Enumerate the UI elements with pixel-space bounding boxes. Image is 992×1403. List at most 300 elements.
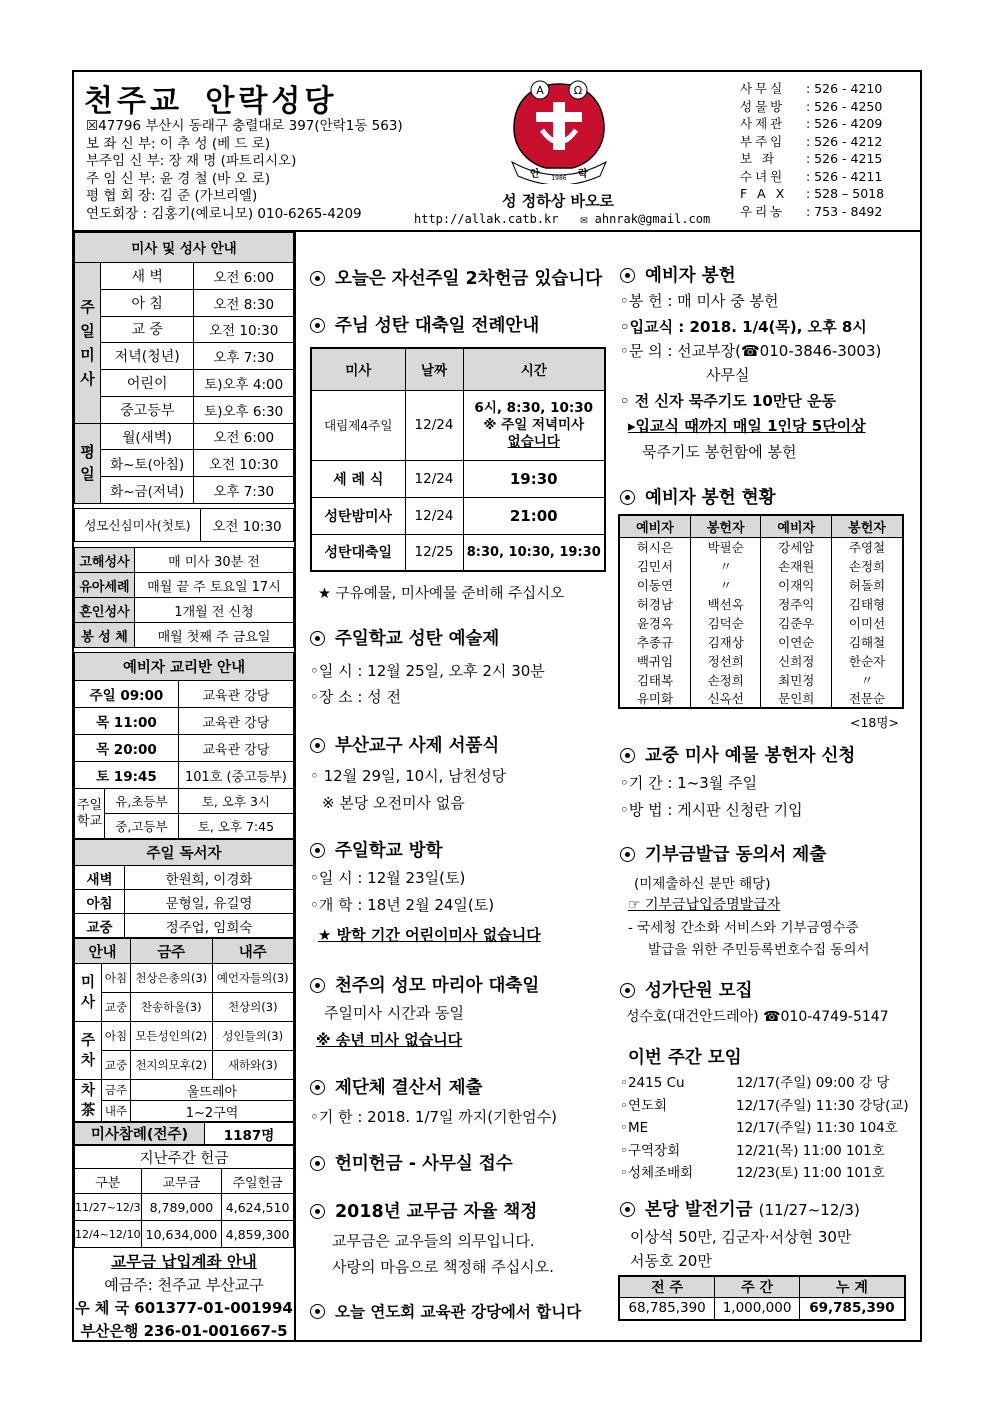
christmas-header: 날짜 [405,348,463,390]
phone-number: : 526 - 4209 [806,116,883,131]
christmas-time: 8:30, 10:30, 19:30 [463,534,605,571]
devotion-time: 오전 10:30 [201,509,294,542]
reader-names: 정주업, 임희숙 [125,914,294,938]
attendance-label: 미사참례(전주) [75,1123,205,1145]
text-line: ◦입교식 : 2018. 1/4(목), 오후 8시 [620,318,867,336]
mass-name: 새 벽 [101,262,194,289]
rosary-header: 봉헌자 [832,515,903,537]
guide-row [75,1051,294,1080]
text-line: ※ 송년 미사 없습니다 [316,1031,463,1049]
meeting-time: 12/17(주일) 11:30 104호 [736,1120,898,1136]
reader-slot: 아침 [75,890,125,914]
text-line: 성수호(대건안드레아) ☎010-4749-5147 [626,1009,889,1025]
catechism-place: 교육관 강당 [178,735,293,762]
christmas-time: 21:00 [463,497,605,534]
rosary-name: 손정희 [832,556,903,575]
rosary-name: 손재원 [761,556,832,575]
offering-row [75,1221,294,1248]
reader-table [74,839,294,938]
phone-entry [740,115,884,133]
phone-number: : 526 - 4215 [806,151,883,166]
section-text: 성가단원 모집 [645,981,753,1001]
rosary-name: 주영철 [832,537,903,556]
section-text: 천주의 성모 마리아 대축일 [335,976,540,996]
section-christmas [310,312,539,337]
mass-name: 저녁(청년) [101,343,194,370]
fund-value: 1,000,000 [715,1298,800,1320]
sacrament-row [75,623,294,648]
phone-entry [740,133,884,151]
rosary-name: 허경남 [619,594,690,613]
offering-period: 12/4~12/10 [75,1221,142,1248]
rosary-header: 예비자 [761,515,832,537]
address-block [86,118,403,223]
christmas-row [311,460,605,497]
mass-time: 오전 6:00 [194,262,294,289]
bullet-icon [310,271,325,286]
catechism-row [75,735,294,762]
rosary-name: 정선희 [690,651,761,670]
devotion-table [74,508,294,542]
text-line: ◦일 시 : 12월 23일(토) [310,869,466,887]
text-line: (미제출하신 분만 해당) [634,876,771,892]
section-fund [620,1196,860,1221]
staff-line: 평 협 회 장: 김 준 (가브리엘) [86,188,258,204]
rosary-name: 김민서 [619,556,690,575]
mass-time: 오전 6:00 [194,423,294,450]
christmas-note: ★ 구유예물, 미사예물 준비해 주십시오 [318,586,565,602]
text-line: ★ 방학 기간 어린이미사 없습니다 [318,926,541,944]
mass-row [75,289,294,316]
phone-number: : 526 - 4212 [806,133,883,149]
reader-row [75,866,294,890]
phone-number: : 526 - 4250 [806,98,883,114]
bullet-icon [620,847,635,862]
fund-header: 전 주 [619,1276,715,1298]
rosary-name: 신희정 [761,651,832,670]
rosary-row [619,613,903,632]
section-rice-offering [310,1150,513,1175]
mass-time: 오전 10:30 [194,316,294,343]
guide-next-week: 새하와(3) [212,1051,294,1080]
christmas-date: 12/25 [405,534,463,571]
sacrament-row [75,573,294,598]
guide-jucha-label: 주 차 [75,1022,102,1080]
staff-line: 주 임 신 부: 윤 경 철 (바 오 로) [86,170,271,187]
phone-entry [740,168,884,186]
guide-this-week: 천지의모후(2) [131,1051,213,1080]
school-label: 주일학교 [75,789,105,839]
bullet-icon [310,1304,325,1319]
section-settlement [310,1074,482,1099]
text-line: ▸입교식 때까지 매일 1인당 5단이상 [628,417,866,435]
mass-schedule-table [74,232,294,504]
rosary-row [619,537,903,556]
bullet-icon [620,983,635,998]
rosary-name: 문인희 [761,689,832,708]
guide-header: 안내 [75,939,131,964]
offering-header: 구분 [75,1169,142,1194]
phone-label: 사제관 [740,116,786,131]
reader-row [75,914,294,938]
meeting-item [620,1140,920,1163]
catechism-row [75,681,294,708]
guide-header: 금주 [131,939,213,964]
section-art-festival [310,625,499,650]
omega-mark: Ω [573,84,583,97]
guide-next-week: 성인들의(3) [212,1022,294,1051]
text-line: ※ 본당 오전미사 없음 [322,794,465,812]
rosary-name: 강세암 [761,537,832,556]
phone-label: 우리농 [740,203,786,219]
mass-name: 어린이 [101,370,194,397]
rosary-name: 신옥선 [690,689,761,708]
text-line: 발급을 위한 주민등록번호수집 동의서 [648,942,870,958]
rosary-header: 봉헌자 [690,515,761,537]
text-line: 사랑의 마음으로 책정해 주십시오. [332,1258,554,1276]
guide-slot: 내주 [101,1101,130,1122]
section-choir [620,977,753,1002]
rosary-row [619,689,903,708]
catechism-place: 101호 (중고등부) [178,762,293,789]
guide-slot: 교중 [101,993,130,1022]
guide-mass-label: 미 사 [75,964,102,1022]
section-text: 기부금발급 동의서 제출 [645,845,827,865]
logo-text-left: 안 [530,169,540,180]
fund-value: 68,785,390 [619,1298,715,1320]
bullet-icon [310,1156,325,1171]
text-line: ◦기 간 : 1~3월 주일 [620,774,758,792]
offering-row [75,1194,294,1221]
bullet-icon [310,1080,325,1095]
phone-label: 수녀원 [740,168,786,184]
bullet-icon [310,631,325,646]
section-text: 오늘 연도회 교육관 강당에서 합니다 [335,1303,582,1321]
fund-table [618,1275,906,1321]
rosary-name: 김태형 [832,594,903,613]
staff-line: 부주임 신 부: 장 재 명 (파트리시오) [86,153,297,169]
mass-time: 토)오후 6:30 [194,396,294,423]
christmas-mass: 성탄대축일 [311,534,405,571]
meeting-item [620,1095,920,1118]
meeting-item [620,1072,920,1095]
section-text: 부산교구 사제 서품식 [335,736,500,756]
rosary-table [618,514,904,709]
christmas-header: 시간 [463,348,605,390]
section-offering-apply [620,742,855,767]
mass-name: 중고등부 [101,396,194,423]
meeting-item [620,1162,920,1185]
offering-sunday: 4,624,510 [222,1194,294,1221]
rosary-row [619,651,903,670]
phone-number: : 528 – 5018 [806,186,885,201]
rosary-name: 한순자 [832,651,903,670]
sacrament-row [75,598,294,623]
bullet-icon [620,490,635,505]
website-link[interactable]: http://allak.catb.kr [414,212,559,226]
guide-header-row [75,939,294,964]
meeting-time: 12/17(주일) 11:30 강당(교) [736,1097,909,1114]
mass-name: 교 중 [101,316,194,343]
mass-row [75,343,294,370]
guide-this-week: 모든성인의(2) [131,1022,213,1051]
guide-row [75,1101,294,1122]
phone-number: : 526 - 4210 [806,81,883,96]
phone-entry [740,80,884,98]
phone-label: 보 좌 [740,151,778,166]
guide-slot: 아침 [101,1022,130,1051]
text-line: ◦기 한 : 2018. 1/7일 까지(기한엄수) [310,1108,557,1126]
school-row [75,814,294,839]
christmas-mass: 세 례 식 [311,460,405,497]
fund-header: 주 간 [715,1276,800,1298]
phone-label: F A X [740,186,788,201]
sacrament-name: 혼인성사 [75,598,135,623]
guide-next-week: 예언자들의(3) [212,964,294,993]
meeting-name: ◦구역장회 [620,1142,681,1159]
rosary-name: 백선옥 [690,594,761,613]
phone-label: 성물방 [740,98,786,114]
rosary-name: 허시은 [619,537,690,556]
reader-title: 주일 독서자 [75,840,294,866]
mass-row [75,396,294,423]
guide-next-week: 천상의(3) [212,993,294,1022]
rosary-name: 이연순 [761,632,832,651]
guide-tea: 1~2구역 [131,1101,294,1122]
logo-text-right: 락 [578,169,588,180]
reader-slot: 새벽 [75,866,125,890]
section-text: 예비자 봉헌 현황 [645,488,776,508]
guide-row [75,964,294,993]
sacrament-name: 봉 성 체 [75,623,135,648]
section-rosary-status [620,484,776,509]
text-line: ◦일 시 : 12월 25일, 오후 2시 30분 [310,662,545,680]
offering-header-row [75,1169,294,1194]
rosary-count: <18명> [850,715,899,730]
meeting-list [620,1072,920,1185]
text-line: ◦문 의 : 선교부장(☎010-3846-3003) [620,342,882,360]
text-line: ◦방 법 : 게시판 신청란 기입 [620,801,803,819]
rosary-name: 김준우 [761,613,832,632]
devotion-label: 성모신심미사(첫토) [75,509,201,542]
rosary-header-row [619,515,903,537]
guide-table [74,938,294,1122]
account-block [74,1250,294,1343]
christmas-time: 6시, 8:30, 10:30 ※ 주일 저녁미사 없습니다 [463,390,605,460]
phone-number: : 753 - 8492 [806,203,883,219]
text-line: ◦ 12월 29일, 10시, 남천성당 [310,767,507,785]
christmas-time: 19:30 [463,460,605,497]
guide-row [75,1022,294,1051]
guide-this-week: 찬송하올(3) [131,993,213,1022]
offering-dues: 8,789,000 [141,1194,222,1221]
catechism-time: 목 11:00 [75,708,179,735]
rosary-name: 〃 [690,575,761,594]
catechism-row [75,762,294,789]
rosary-name: 백귀임 [619,651,690,670]
mass-row [75,262,294,289]
christmas-header: 미사 [311,348,405,390]
rosary-name: 전문순 [832,689,903,708]
catechism-time: 목 20:00 [75,735,179,762]
school-time: 토, 오후 3시 [178,789,293,814]
phone-label: 사무실 [740,81,786,96]
rosary-row [619,632,903,651]
parish-logo [504,76,614,184]
alpha-mark: A [536,84,544,97]
account-title: 교무금 납입계좌 안내 [111,1253,257,1271]
mass-time: 오전 8:30 [194,289,294,316]
section-donation-consent [620,841,826,866]
text-line: 이상석 50만, 김군자·서상현 30만 [630,1228,852,1246]
offering-title-row [75,1146,294,1169]
offering-header: 주일헌금 [222,1169,294,1194]
offering-header: 교무금 [141,1169,222,1194]
address: ☒47796 부산시 동래구 충렬대로 397(안락1동 563) [86,118,403,134]
sacrament-detail: 매월 첫째 주 금요일 [135,623,294,648]
sacrament-detail: 1개월 전 신청 [135,598,294,623]
meeting-item [620,1117,920,1140]
christmas-mass: 성탄밤미사 [311,497,405,534]
guide-tea-label: 차 茶 [75,1080,102,1122]
christmas-row [311,497,605,534]
section-text: 오늘은 자선주일 2차헌금 있습니다 [335,269,603,289]
sacrament-detail: 매월 끝 주 토요일 17시 [135,573,294,598]
rosary-name: 김재상 [690,632,761,651]
rosary-header: 예비자 [619,515,690,537]
staff-line: 연도회장 : 김홍기(예로니모) 010-6265-4209 [86,205,362,222]
rosary-name: 〃 [690,556,761,575]
rosary-name: 김태복 [619,670,690,689]
meeting-name: ◦2415 Cu [620,1075,685,1091]
catechism-row [75,708,294,735]
reader-title-row [75,840,294,866]
mass-row [75,370,294,397]
rosary-row [619,556,903,575]
attendance-value: 1187명 [205,1123,294,1145]
logo-year: 1986 [551,175,567,182]
meeting-time: 12/17(주일) 09:00 강 당 [736,1075,890,1091]
rosary-name: 정주익 [761,594,832,613]
meeting-time: 12/23(토) 11:00 101호 [736,1165,885,1181]
attendance-table [74,1122,294,1145]
christmas-header-row [311,348,605,390]
reader-names: 한원희, 이경화 [125,866,294,890]
rosary-box-text: 묵주기도 봉헌함에 봉헌 [642,443,797,461]
rosary-name: 최민정 [761,670,832,689]
rosary-name: 〃 [832,670,903,689]
section-text: 본당 발전기금 [645,1200,753,1220]
bullet-icon [310,738,325,753]
left-column [74,232,296,1342]
text-line: 주일미사 시간과 동일 [324,1004,464,1022]
christmas-table [310,347,606,572]
text-line: ◦개 학 : 18년 2월 24일(토) [310,896,495,914]
offering-table [74,1145,294,1248]
rosary-name: 윤경옥 [619,613,690,632]
christmas-mass: 대림제4주일 [311,390,405,460]
bullet-icon [620,1202,635,1217]
guide-row [75,993,294,1022]
guide-this-week: 천상은총의(3) [131,964,213,993]
mass-row [75,423,294,450]
sacrament-detail: 매 미사 30분 전 [135,548,294,573]
bullet-icon [310,978,325,993]
email-link[interactable]: ✉ ahnrak@gmail.com [580,212,711,226]
rosary-name: 손정희 [690,670,761,689]
weekday-label: 평 일 [75,423,101,503]
mass-row [75,316,294,343]
mass-time: 토)오후 4:00 [194,370,294,397]
christmas-date: 12/24 [405,390,463,460]
guide-header: 내주 [212,939,294,964]
patron-saint: 성 정하상 바오로 [502,192,614,210]
text-line: ☞ 기부금납입증명발급자 [628,897,781,913]
catechism-time: 주일 09:00 [75,681,179,708]
meeting-name: ◦ME [620,1120,649,1136]
offering-title: 지난주간 헌금 [75,1146,294,1169]
catechism-time: 토 19:45 [75,762,179,789]
text-line [642,441,796,462]
fund-period: (11/27~12/3) [758,1201,860,1219]
bullet-icon [310,1204,325,1219]
rosary-name: 김해철 [832,632,903,651]
mass-time: 오후 7:30 [194,477,294,504]
reader-names: 문형일, 유길영 [125,890,294,914]
phone-entry [740,185,884,203]
meeting-name: ◦성체조배회 [620,1165,694,1181]
fund-header-row [619,1276,905,1298]
text-line: ◦ 전 신자 묵주기도 10만단 운동 [620,392,836,410]
fund-row [619,1298,905,1320]
text-line: - 국세청 간소화 서비스와 기부금영수증 [628,920,859,936]
meeting-time: 12/21(목) 11:00 101호 [736,1142,885,1159]
section-text: 제단체 결산서 제출 [335,1078,483,1098]
phone-label: 부주임 [740,133,786,149]
reader-slot: 교중 [75,914,125,938]
mass-time: 오전 10:30 [194,450,294,477]
sacrament-row [75,548,294,573]
sacrament-table [74,547,294,648]
rosary-name: 허돌희 [832,575,903,594]
guide-tea: 울뜨레아 [131,1080,294,1101]
school-row [75,789,294,814]
bullet-icon [310,318,325,333]
guide-slot: 아침 [101,964,130,993]
school-group: 중,고등부 [105,814,179,839]
christmas-row [311,534,605,571]
offering-sunday: 4,859,300 [222,1221,294,1248]
christmas-date: 12/24 [405,460,463,497]
text-line: ◦봉 헌 : 매 미사 중 봉헌 [620,292,779,310]
account-holder: 예금주: 천주교 부산교구 [104,1276,264,1294]
header [74,72,920,232]
text-line: ◦장 소 : 성 전 [310,688,401,706]
mass-name: 월(새벽) [101,423,194,450]
rosary-name: 이재익 [761,575,832,594]
catechism-table [74,652,294,839]
rosary-name: 김덕순 [690,613,761,632]
meeting-name: ◦연도회 [620,1097,668,1114]
mass-name: 아 침 [101,289,194,316]
christmas-row [311,390,605,460]
mass-name: 화~금(저녁) [101,477,194,504]
text-line: 서동호 20만 [630,1252,712,1270]
section-text: 교중 미사 예물 봉헌자 신청 [645,746,856,766]
school-time: 토, 오후 7:45 [178,814,293,839]
phone-entry [740,203,884,221]
section-text: 주님 성탄 대축일 전례안내 [335,316,540,336]
